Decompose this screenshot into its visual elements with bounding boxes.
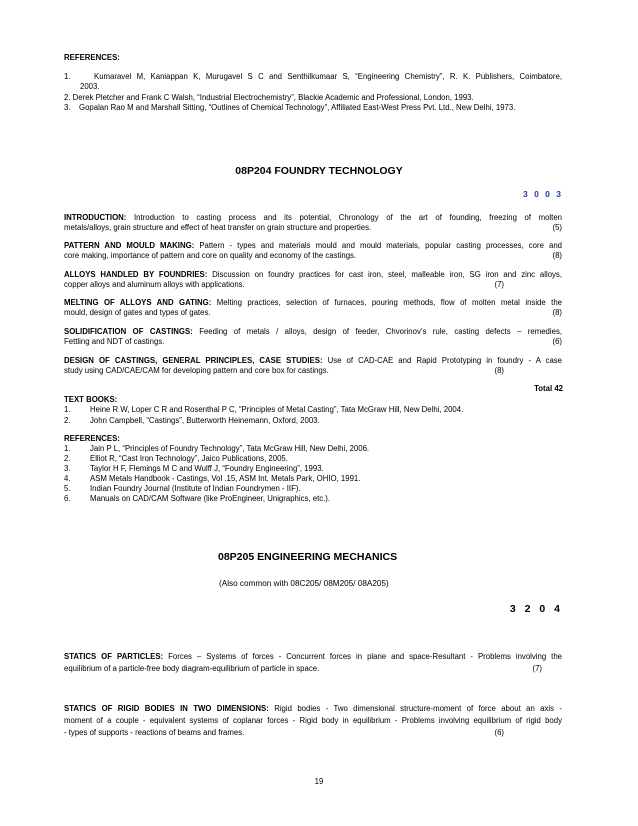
- unit-first-line: [64, 241, 562, 251]
- unit-text: Pattern - types and materials mould and mould materials, popular casting processes, core and: [199, 241, 562, 250]
- reference-number: 3.: [64, 103, 71, 112]
- unit-first-line: [64, 213, 562, 223]
- reference-number: 3.: [64, 464, 71, 473]
- unit-heading: INTRODUCTION:: [64, 213, 127, 222]
- unit-text: Discussion on foundry practices for cast iron, steel, malleable iron, SG iron and zinc alloys,: [212, 270, 562, 279]
- total-hours: Total 42: [534, 384, 563, 393]
- reference-number: 2.: [64, 454, 71, 463]
- unit-text: Feeding of metals / alloys, design of feeder, Chvorinov’s rule, casting defects – remedies,: [199, 327, 563, 336]
- unit-heading: ALLOYS HANDLED BY FOUNDRIES:: [64, 270, 208, 279]
- reference-text: Jain P L, “Principles of Foundry Technology”, Tata McGraw Hill, New Delhi, 2006.: [90, 444, 370, 453]
- reference-item: [64, 494, 562, 504]
- reference-number: 1.: [64, 444, 71, 453]
- reference-number: 4.: [64, 474, 71, 483]
- unit-text: Fettling and NDT of castings.: [64, 337, 165, 346]
- course-credits: 3 0 0 3: [523, 189, 563, 199]
- unit-second-line: [64, 366, 562, 376]
- reference-text: Kumaravel M, Kaniappan K, Murugavel S C and Senthilkumaar S, “Engineering Chemistry”, R. K. Publishers, Coimbatore,: [94, 72, 562, 81]
- unit-heading: STATICS OF PARTICLES:: [64, 652, 164, 661]
- unit-first-line: [64, 704, 562, 714]
- course-title: 08P204 FOUNDRY TECHNOLOGY: [235, 165, 403, 177]
- reference-number: 6.: [64, 494, 71, 503]
- unit-text: equilibrium of a particle-free body diagram-equilibrium of particle in space.: [64, 664, 320, 673]
- text-book-item: [64, 405, 562, 415]
- reference-item: [64, 72, 562, 82]
- unit-second-line: moment of a couple - equivalent systems of coplanar forces - Rigid body in equilibrium - Problems involving equilibrium of rigid body: [64, 716, 562, 725]
- unit-hours: (5): [552, 223, 562, 232]
- unit-second-line: [64, 280, 562, 290]
- reference-item: 2. Derek Pletcher and Frank C Walsh, “Industrial Electrochemistry”, Blackie Academic and Professional, London, 1993.: [64, 93, 474, 102]
- unit-hours: (6): [494, 728, 504, 737]
- unit-third-line: [64, 728, 562, 738]
- references-heading: REFERENCES:: [64, 53, 120, 62]
- reference-number: 5.: [64, 484, 71, 493]
- text-books-heading: TEXT BOOKS:: [64, 395, 118, 404]
- unit-hours: (8): [552, 251, 562, 260]
- reference-continuation: 2003.: [80, 82, 100, 91]
- unit-hours: (8): [494, 366, 504, 375]
- reference-number: 1.: [64, 72, 71, 81]
- reference-item: [64, 454, 562, 464]
- unit-text: mould, design of gates and types of gates.: [64, 308, 211, 317]
- unit-text: Introduction to casting process and its potential, Chronology of the art of founding, freezing of molten: [133, 213, 562, 222]
- unit-first-line: [64, 356, 562, 366]
- unit-second-line: [64, 223, 562, 233]
- unit-hours: (7): [494, 280, 504, 289]
- page-number: 19: [314, 777, 324, 786]
- unit-heading: PATTERN AND MOULD MAKING:: [64, 241, 195, 250]
- unit-heading: STATICS OF RIGID BODIES IN TWO DIMENSIONS:: [64, 704, 269, 713]
- unit-text: Rigid bodies - Two dimensional structure-moment of force about an axis -: [274, 704, 562, 713]
- unit-second-line: [64, 251, 562, 261]
- unit-text: Use of CAD-CAE and Rapid Prototyping in foundry - A case: [327, 356, 563, 365]
- unit-heading: DESIGN OF CASTINGS, GENERAL PRINCIPLES, CASE STUDIES:: [64, 356, 323, 365]
- text-book-text: Heine R W, Loper C R and Rosenthal P C, “Principles of Metal Casting”, Tata McGraw Hill, New Delhi, 2004.: [90, 405, 464, 414]
- text-book-item: [64, 416, 562, 426]
- course-credits: 3 2 0 4: [509, 603, 563, 615]
- reference-item: [64, 474, 562, 484]
- unit-first-line: [64, 298, 562, 308]
- unit-text: Forces – Systems of forces - Concurrent forces in plane and space-Resultant - Problems involving the: [168, 652, 562, 661]
- unit-second-line: [64, 664, 562, 674]
- reference-item: [64, 103, 562, 113]
- reference-item: [64, 484, 562, 494]
- unit-text: core making, importance of pattern and core on quality and economy of the castings.: [64, 251, 357, 260]
- text-book-text: John Campbell, “Castings”, Butterworth Heinemann, Oxford, 2003.: [90, 416, 320, 425]
- unit-heading: SOLIDIFICATION OF CASTINGS:: [64, 327, 193, 336]
- reference-item: [64, 444, 562, 454]
- unit-hours: (6): [552, 337, 562, 346]
- unit-first-line: [64, 327, 562, 337]
- reference-text: Manuals on CAD/CAM Software (like ProEngineer, Unigraphics, etc.).: [90, 494, 331, 503]
- unit-heading: MELTING OF ALLOYS AND GATING:: [64, 298, 212, 307]
- unit-hours: (7): [532, 664, 542, 673]
- unit-text: Melting practices, selection of furnaces, pouring methods, flow of molten metal inside the: [216, 298, 562, 307]
- reference-text: Indian Foundry Journal (Institute of Indian Foundrymen - IIF).: [90, 484, 301, 493]
- reference-text: Elliot R, “Cast Iron Technology”, Jaico Publications, 2005.: [90, 454, 288, 463]
- reference-text: ASM Metals Handbook - Castings, Vol .15, ASM Int. Metals Park, OHIO, 1991.: [90, 474, 361, 483]
- text-book-number: 1.: [64, 405, 71, 414]
- unit-hours: (8): [552, 308, 562, 317]
- course-subtitle: (Also common with 08C205/ 08M205/ 08A205): [219, 579, 389, 588]
- unit-text: copper alloys and aluminum alloys with applications.: [64, 280, 245, 289]
- unit-text: study using CAD/CAE/CAM for developing pattern and core box for castings.: [64, 366, 329, 375]
- unit-first-line: [64, 270, 562, 280]
- unit-first-line: [64, 652, 562, 662]
- course-title: 08P205 ENGINEERING MECHANICS: [218, 551, 398, 563]
- reference-text: Gopalan Rao M and Marshall Sitting, “Outlines of Chemical Technology”, Affiliated East-West Press Pvt. Ltd., New Delhi, 1973.: [79, 103, 516, 112]
- unit-second-line: [64, 337, 562, 347]
- unit-text: - types of supports - reactions of beams and frames.: [64, 728, 245, 737]
- reference-text: Taylor H F, Flemings M C and Wulff J, “Foundry Engineering”, 1993.: [90, 464, 324, 473]
- text-book-number: 2.: [64, 416, 71, 425]
- references-heading: REFERENCES:: [64, 434, 120, 443]
- unit-text: metals/alloys, grain structure and effect of heat transfer on grain structure and properties.: [64, 223, 372, 232]
- reference-item: [64, 464, 562, 474]
- unit-second-line: [64, 308, 562, 318]
